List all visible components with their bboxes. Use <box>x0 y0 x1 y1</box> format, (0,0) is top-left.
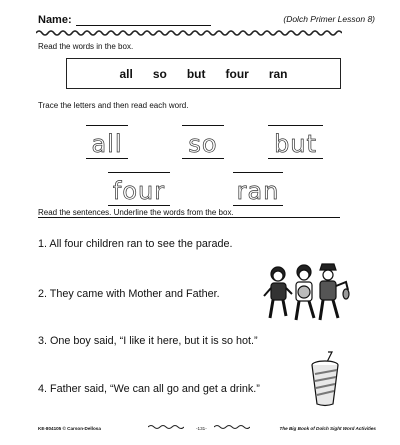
section-divider <box>38 217 340 218</box>
sentence-3[interactable]: 3. One boy said, “I like it here, but it is so hot.” <box>38 335 258 347</box>
trace-word-text: but <box>274 130 317 158</box>
name-label: Name: <box>38 14 72 26</box>
footer-page-number: -131- <box>196 426 207 431</box>
trace-word[interactable] <box>268 125 323 159</box>
box-word: four <box>225 66 249 81</box>
footer-copyright: KE-804105 © Carson-Dellosa <box>38 426 101 431</box>
lesson-label: (Dolch Primer Lesson 8) <box>283 14 375 24</box>
instruction-trace: Trace the letters and then read each word. <box>38 101 189 110</box>
word-box <box>66 58 341 89</box>
footer-wave-right <box>214 424 250 430</box>
drink-cup-illustration <box>308 350 344 408</box>
footer-book-title: The Big Book of Dolch Sight Word Activities <box>279 426 376 431</box>
sentence-1[interactable]: 1. All four children ran to see the parade. <box>38 238 233 250</box>
sentence-4[interactable]: 4. Father said, “We can all go and get a drink.” <box>38 383 260 395</box>
trace-word[interactable] <box>233 172 283 206</box>
trace-word-text: so <box>188 130 218 158</box>
trace-word[interactable] <box>86 125 128 159</box>
trace-word[interactable] <box>182 125 224 159</box>
footer-wave-left <box>148 424 184 430</box>
instruction-read-box: Read the words in the box. <box>38 42 134 51</box>
instruction-sentences: Read the sentences. Underline the words from the box. <box>38 208 234 217</box>
box-word: but <box>186 66 206 81</box>
trace-word-text: ran <box>236 177 280 205</box>
box-word: so <box>152 66 167 81</box>
box-word: all <box>119 66 133 81</box>
trace-word-text: four <box>112 177 166 205</box>
trace-word[interactable] <box>108 172 170 206</box>
sentence-2[interactable]: 2. They came with Mother and Father. <box>38 288 220 300</box>
box-word: ran <box>268 66 288 81</box>
name-write-line[interactable] <box>76 25 211 26</box>
children-marching-illustration <box>262 260 350 332</box>
decorative-wave-divider <box>36 29 342 37</box>
trace-word-text: all <box>91 130 123 158</box>
